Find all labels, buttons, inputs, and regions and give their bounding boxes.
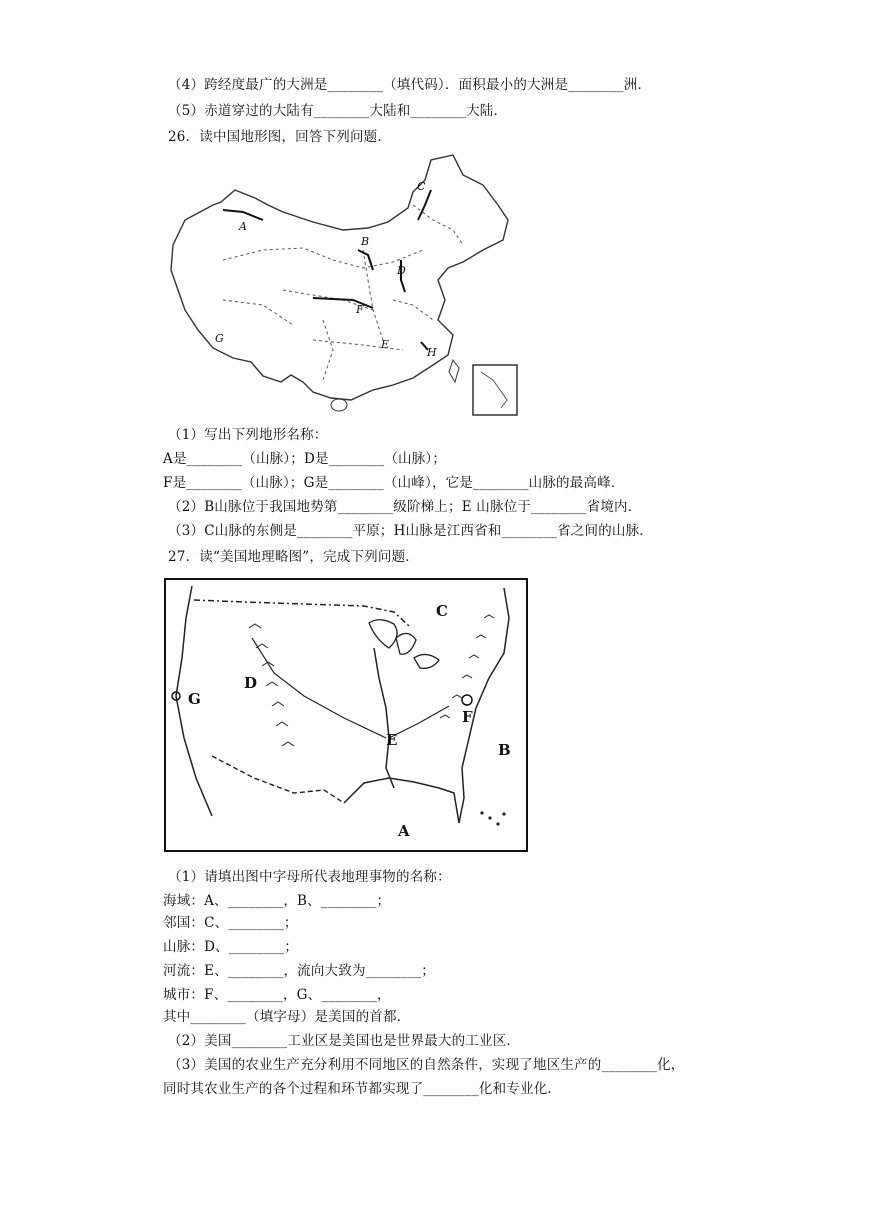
q26-1-line-a: A是________（山脉）；D是________（山脉）； (163, 451, 447, 467)
map-label-e: E (381, 338, 390, 351)
q26-1-prompt: （1）写出下列地形名称： (168, 427, 328, 443)
q27-1-capital: 其中________（填字母）是美国的首都． (163, 1009, 411, 1025)
usa-label-d: D (244, 674, 258, 692)
q26-3: （3）C山脉的东侧是________平原；H山脉是江西省和________省之间的山脉． (168, 523, 653, 539)
usa-label-b: B (498, 741, 511, 759)
map-label-b: B (361, 235, 370, 248)
usa-geography-map (164, 578, 530, 853)
china-terrain-map (163, 150, 523, 420)
q27-1-prompt: （1）请填出图中字母所代表地理事物的名称： (168, 869, 451, 885)
map-label-d: D (397, 264, 406, 277)
q26-2: （2）B山脉位于我国地势第________级阶梯上；E 山脉位于________省境内． (168, 499, 642, 515)
q27-1-river: 河流：E、________，流向大致为________； (163, 963, 435, 979)
question-27-title: 27．读“美国地理略图”，完成下列问题． (168, 549, 419, 565)
map-label-f: F (356, 303, 364, 316)
map-label-c: C (417, 180, 426, 193)
q27-1-mountain: 山脉：D、________； (163, 939, 299, 955)
map-label-a: A (239, 220, 247, 233)
q27-3-line1: （3）美国的农业生产充分利用不同地区的自然条件，实现了地区生产的________化， (168, 1057, 685, 1073)
question-25-4: （4）跨经度最广的大洲是________（填代码）．面积最小的大洲是________洲． (168, 77, 652, 93)
usa-label-c: C (436, 602, 448, 620)
q27-2: （2）美国________工业区是美国也是世界最大的工业区． (168, 1033, 521, 1049)
q27-1-neighbor: 邻国：C、________； (163, 915, 298, 931)
map-label-h: H (427, 346, 437, 359)
usa-label-g: G (188, 690, 201, 708)
usa-label-a: A (398, 822, 410, 840)
map-label-g: G (215, 332, 224, 345)
question-25-5: （5）赤道穿过的大陆有________大陆和________大陆． (168, 103, 508, 119)
usa-label-e: E (386, 731, 398, 749)
q26-1-line-f: F是________（山脉）；G是________（山峰），它是________山脉的最高峰． (163, 475, 625, 491)
q27-3-line2: 同时其农业生产的各个过程和环节都实现了________化和专业化． (163, 1081, 562, 1097)
usa-label-f: F (462, 708, 473, 726)
question-26-title: 26．读中国地形图，回答下列问题． (168, 129, 392, 145)
q27-1-city: 城市：F、________，G、________， (163, 987, 391, 1003)
q27-1-sea: 海域：A、________，B、________； (163, 893, 391, 909)
